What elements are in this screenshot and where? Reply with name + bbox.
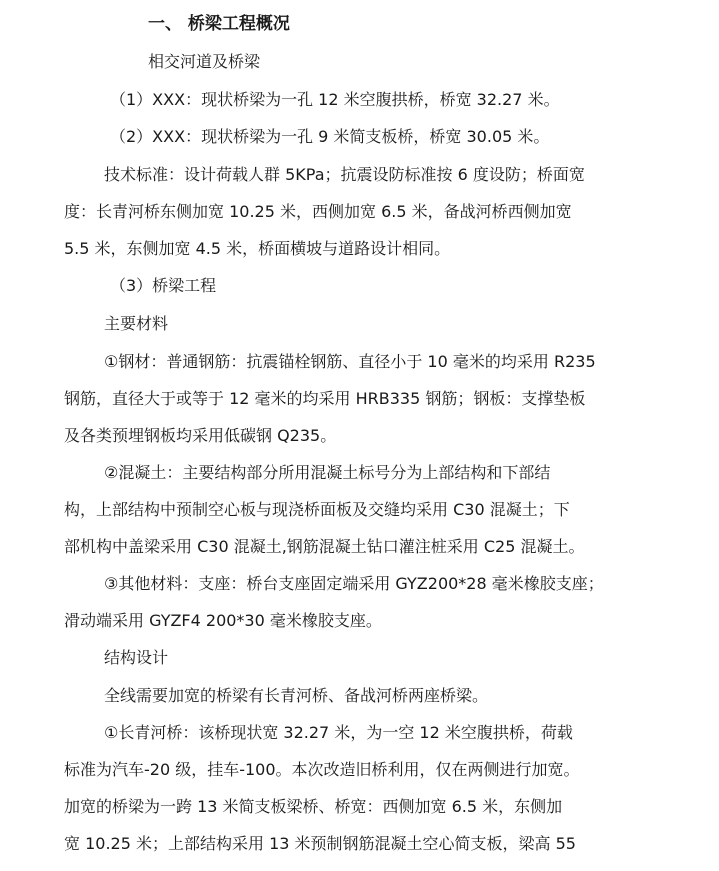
tech-standard-line-2: 度：长青河桥东侧加宽 10.25 米，西侧加宽 6.5 米，备战河桥西侧加宽 (64, 202, 572, 221)
main-materials-title: 主要材料 (104, 314, 169, 333)
bridge-2-text: （2）XXX：现状桥梁为一孔 9 米简支板桥，桥宽 30.05 米。 (110, 127, 550, 146)
steel-line-3: 及各类预埋钢板均采用低碳钢 Q235。 (64, 426, 337, 445)
concrete-line-1: ②混凝土：主要结构部分所用混凝土标号分为上部结构和下部结 (104, 463, 551, 482)
steel-line-1: ①钢材：普通钢筋：抗震锚栓钢筋、直径小于 10 毫米的均采用 R235 (104, 352, 596, 371)
bridge-1-text: （1）XXX：现状桥梁为一孔 12 米空腹拱桥，桥宽 32.27 米。 (110, 90, 560, 109)
section-heading: 一、 桥梁工程概况 (148, 14, 290, 34)
changqing-line-4: 宽 10.25 米；上部结构采用 13 米预制钢筋混凝土空心简支板，梁高 55 (64, 834, 576, 853)
changqing-line-3: 加宽的桥梁为一跨 13 米简支板梁桥、桥宽：西侧加宽 6.5 米，东侧加 (64, 797, 563, 816)
subheading-rivers-bridges: 相交河道及桥梁 (148, 52, 261, 71)
section-3-title: （3）桥梁工程 (110, 276, 217, 295)
tech-standard-line-3: 5.5 米，东侧加宽 4.5 米，桥面横坡与道路设计相同。 (64, 239, 451, 258)
structural-design-title: 结构设计 (104, 648, 169, 667)
changqing-line-1: ①长青河桥：该桥现状宽 32.27 米，为一空 12 米空腹拱桥，荷载 (104, 723, 573, 742)
widening-intro: 全线需要加宽的桥梁有长青河桥、备战河桥两座桥梁。 (104, 686, 489, 705)
other-materials-line-2: 滑动端采用 GYZF4 200*30 毫米橡胶支座。 (64, 611, 382, 630)
concrete-line-3: 部机构中盖梁采用 C30 混凝土,钢筋混凝土钻口灌注桩采用 C25 混凝土。 (64, 537, 585, 556)
other-materials-line-1: ③其他材料：支座：桥台支座固定端采用 GYZ200*28 毫米橡胶支座； (104, 574, 604, 593)
tech-standard-line-1: 技术标准：设计荷载人群 5KPa；抗震设防标准按 6 度设防；桥面宽 (104, 165, 585, 184)
concrete-line-2: 构，上部结构中预制空心板与现浇桥面板及交缝均采用 C30 混凝土；下 (64, 500, 570, 519)
changqing-line-2: 标准为汽车-20 级，挂车-100。本次改造旧桥利用，仅在两侧进行加宽。 (64, 760, 580, 779)
steel-line-2: 钢筋，直径大于或等于 12 毫米的均采用 HRB335 钢筋；钢板：支撑垫板 (64, 389, 586, 408)
